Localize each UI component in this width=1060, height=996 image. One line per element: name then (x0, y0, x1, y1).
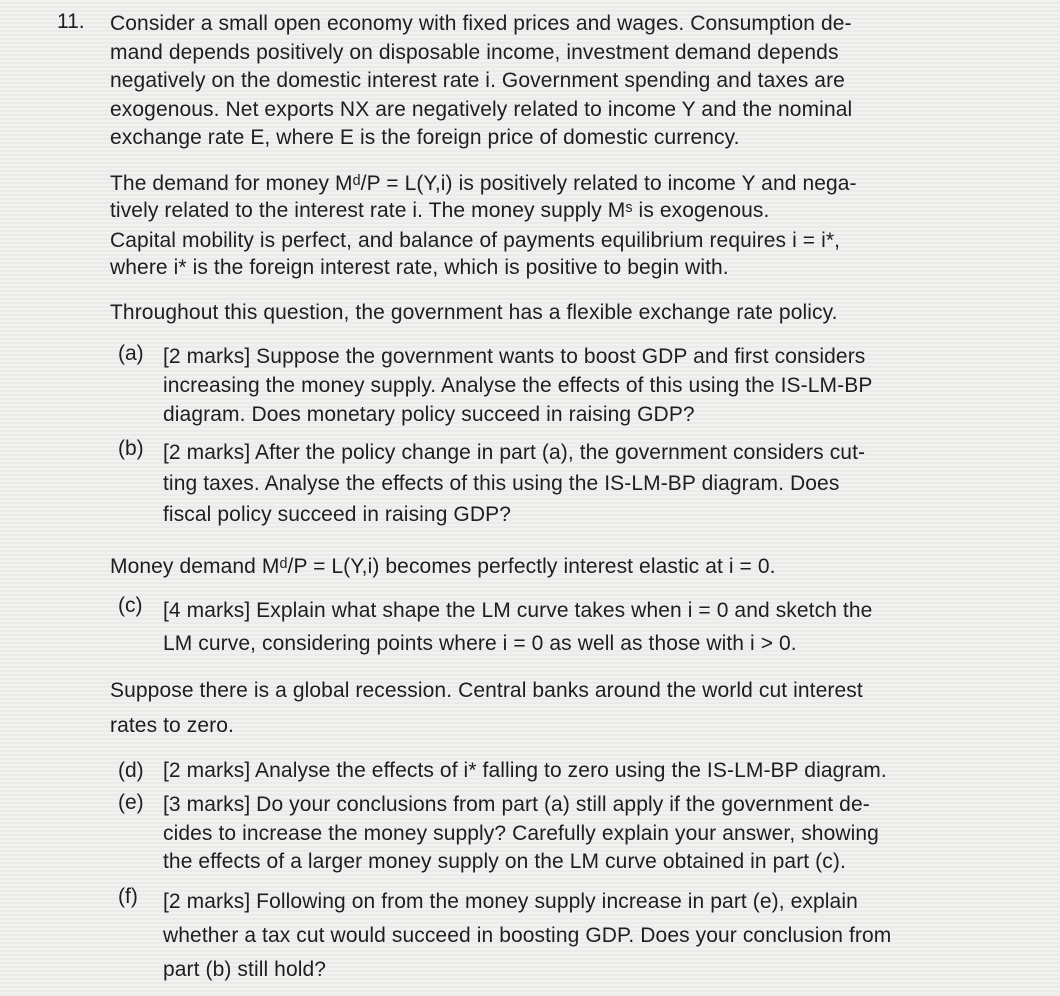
part-label: (c) (118, 594, 143, 617)
question-number: 11. (57, 10, 85, 33)
text-line: tively related to the interest rate i. The money supply Mˢ is exogenous. (110, 199, 770, 222)
text-line: Consider a small open economy with fixed prices and wages. Consumption de- (110, 12, 852, 35)
text-line: mand depends positively on disposable income, investment demand depends (110, 40, 839, 64)
text-line: Capital mobility is perfect, and balance of payments equilibrium requires i = i*, (110, 229, 841, 252)
policy-paragraph (110, 301, 838, 325)
part-label: (d) (118, 759, 144, 782)
text-line: negatively on the domestic interest rate i. Government spending and taxes are (110, 69, 845, 92)
text-line: [3 marks] Do your conclusions from part (a) still apply if the government de- (163, 793, 870, 816)
text-line: fiscal policy succeed in raising GDP? (163, 503, 512, 526)
text-line: whether a tax cut would succeed in boosting GDP. Does your conclusion from (163, 924, 892, 947)
text-line: Money demand Mᵈ/P = L(Y,i) becomes perfectly interest elastic at i = 0. (110, 555, 776, 578)
part-label: (b) (118, 437, 144, 460)
text-line: where i* is the foreign interest rate, which is positive to begin with. (110, 256, 729, 279)
text-line: [2 marks] Suppose the government wants to boost GDP and first considers (163, 345, 866, 368)
text-line: Throughout this question, the government has a flexible exchange rate policy. (110, 301, 838, 324)
text-line: [2 marks] Following on from the money supply increase in part (e), explain (163, 890, 858, 913)
part-label: (f) (118, 885, 138, 908)
part-b (118, 437, 1018, 530)
money-paragraph (110, 170, 857, 224)
money-demand-paragraph (110, 555, 776, 579)
text-line: Suppose there is a global recession. Central banks around the world cut interest (110, 679, 863, 702)
text-line: exchange rate E, where E is the foreign price of domestic currency. (110, 126, 740, 149)
recession-paragraph (110, 673, 863, 743)
capital-paragraph (110, 227, 840, 281)
text-line: diagram. Does monetary policy succeed in raising GDP? (163, 403, 695, 426)
part-a (118, 342, 1018, 429)
part-c (118, 594, 1018, 660)
text-line: [2 marks] Analyse the effects of i* falling to zero using the IS-LM-BP diagram. (163, 759, 887, 782)
part-label: (e) (118, 791, 144, 814)
part-f (118, 885, 1018, 987)
part-d (118, 759, 1018, 783)
part-e (118, 791, 1018, 877)
text-line: rates to zero. (110, 714, 234, 737)
text-line: [4 marks] Explain what shape the LM curve takes when i = 0 and sketch the (163, 599, 873, 622)
text-line: exogenous. Net exports NX are negatively related to income Y and the nominal (110, 97, 853, 121)
text-line: increasing the money supply. Analyse the effects of this using the IS-LM-BP (163, 374, 873, 397)
text-line: the effects of a larger money supply on the LM curve obtained in part (c). (163, 850, 846, 873)
text-line: The demand for money Mᵈ/P = L(Y,i) is positively related to income Y and nega- (110, 172, 857, 195)
intro-paragraph (110, 10, 852, 153)
text-line: part (b) still hold? (163, 958, 327, 981)
text-line: cides to increase the money supply? Carefully explain your answer, showing (163, 821, 879, 845)
text-line: LM curve, considering points where i = 0 as well as those with i > 0. (163, 632, 797, 655)
part-label: (a) (118, 342, 144, 365)
text-line: ting taxes. Analyse the effects of this using the IS-LM-BP diagram. Does (163, 472, 840, 495)
text-line: [2 marks] After the policy change in part (a), the government considers cut- (163, 441, 866, 464)
